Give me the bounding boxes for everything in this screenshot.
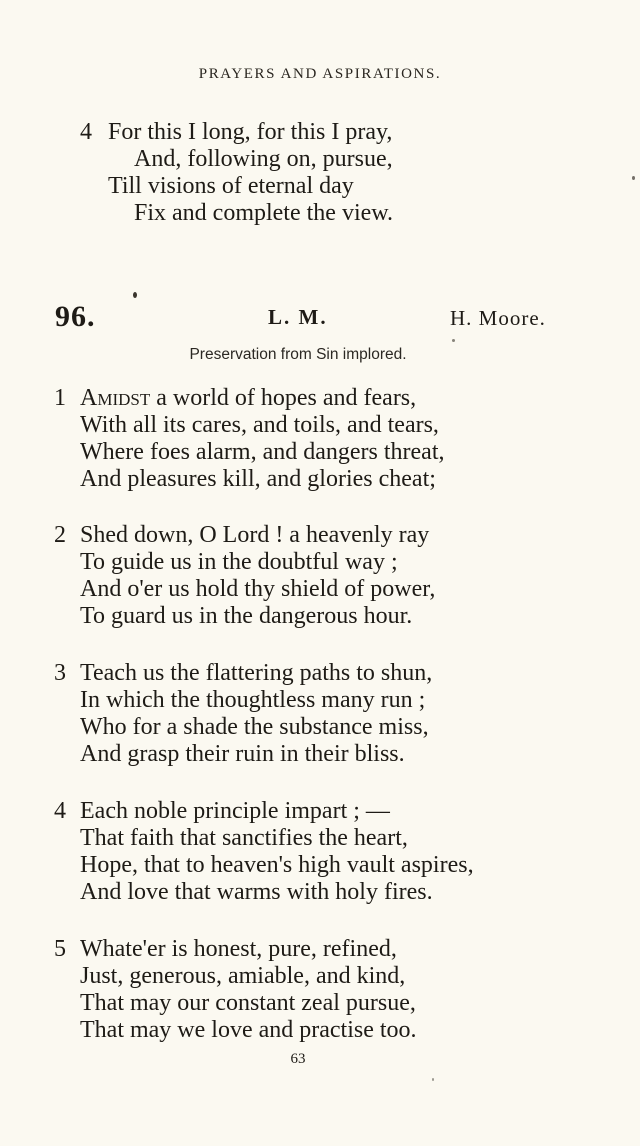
stanza-line: With all its cares, and toils, and tears, [80, 412, 439, 438]
stanza-line: Shed down, O Lord ! a heavenly ray [80, 522, 430, 548]
stanza-line: To guide us in the doubtful way ; [80, 549, 398, 575]
hymn-meter: L. M. [268, 305, 328, 329]
ink-speck [452, 339, 455, 342]
stanza-number: 2 [54, 522, 66, 548]
ink-speck [432, 1078, 434, 1081]
page-number: 63 [290, 1051, 306, 1067]
stanza-number: 3 [54, 660, 66, 686]
stanza-line: Each noble principle impart ; — [80, 798, 390, 824]
stanza-line: Where foes alarm, and dangers threat, [80, 439, 445, 465]
first-word: Amidst [80, 385, 151, 411]
stanza-number: 5 [54, 936, 66, 962]
stanza-line: In which the thoughtless many run ; [80, 687, 426, 713]
stanza-line: And love that warms with holy fires. [80, 879, 433, 905]
stanza-line: Teach us the flattering paths to shun, [80, 660, 433, 686]
stanza-line: Who for a shade the substance miss, [80, 714, 429, 740]
stanza-line: And pleasures kill, and glories cheat; [80, 466, 436, 492]
stanza-line: That faith that sanctifies the heart, [80, 825, 408, 851]
ink-speck [133, 292, 137, 298]
stanza-line: Till visions of eternal day [108, 173, 354, 199]
hymn-number: 96. [55, 300, 96, 333]
stanza-number: 4 [80, 119, 92, 145]
first-line-rest: a world of hopes and fears, [150, 385, 417, 411]
stanza-number: 4 [54, 798, 66, 824]
stanza-line: For this I long, for this I pray, [108, 119, 393, 145]
ink-speck [632, 176, 635, 180]
stanza-line: To guard us in the dangerous hour. [80, 603, 413, 629]
stanza-number: 1 [54, 385, 66, 411]
stanza-line: Whate'er is honest, pure, refined, [80, 936, 397, 962]
stanza-line: Just, generous, amiable, and kind, [80, 963, 406, 989]
stanza-line: Fix and complete the view. [134, 200, 394, 226]
stanza-line [80, 384, 416, 412]
hymn-subtitle: Preservation from Sin implored. [189, 346, 407, 363]
stanza-line: And, following on, pursue, [134, 146, 393, 172]
stanza-line: That may we love and practise too. [80, 1017, 417, 1043]
stanza-line: Hope, that to heaven's high vault aspires, [80, 852, 474, 878]
stanza-line: And o'er us hold thy shield of power, [80, 576, 436, 602]
stanza-line: That may our constant zeal pursue, [80, 990, 416, 1016]
running-head: PRAYERS AND ASPIRATIONS. [198, 66, 442, 82]
author-name: H. Moore. [450, 306, 546, 330]
hymn-author [450, 306, 546, 331]
stanza-line: And grasp their ruin in their bliss. [80, 741, 405, 767]
